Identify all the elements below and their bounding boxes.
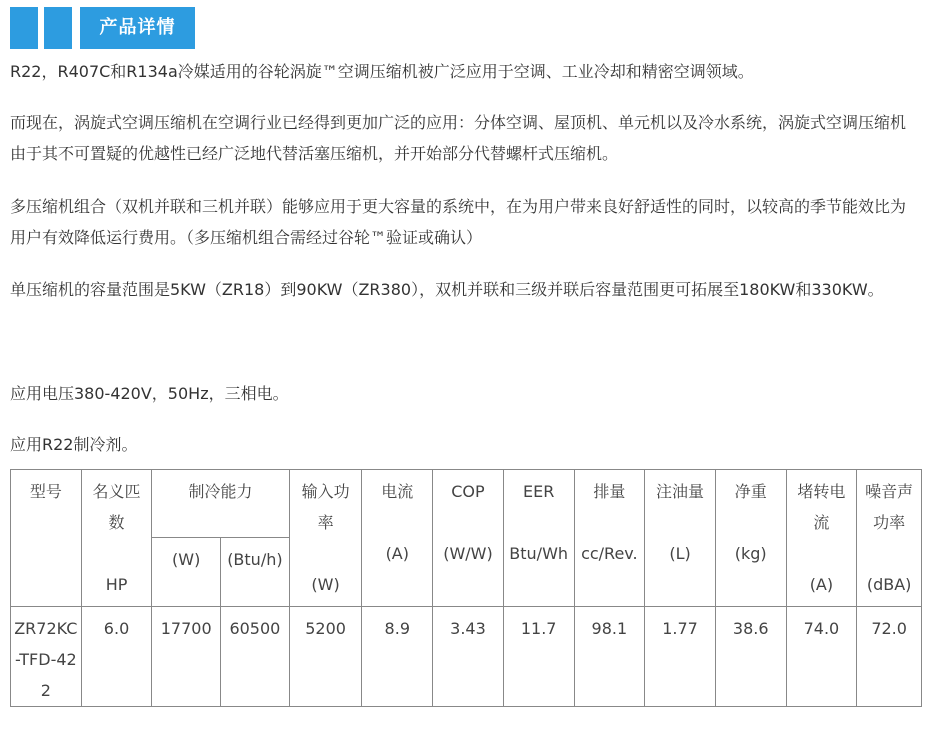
cell-current: 8.9: [362, 607, 433, 707]
header-cooling-w: (W): [152, 538, 221, 607]
header-current: 电流 (A): [362, 470, 433, 607]
header-displacement: 排量 cc/Rev.: [574, 470, 645, 607]
cell-eer: 11.7: [503, 607, 574, 707]
paragraph-capacity: 单压缩机的容量范围是5KW（ZR18）到90KW（ZR380），双机并联和三级并联后容量范围更可拓展至180KW和330KW。: [10, 280, 884, 299]
header-accent-block: [44, 7, 72, 49]
cell-cooling-w: 17700: [152, 607, 221, 707]
paragraph-voltage: 应用电压380-420V，50Hz，三相电。: [10, 384, 289, 403]
header-power: 输入功 率 (W): [289, 470, 362, 607]
paragraph-refrigerant: 应用R22制冷剂。: [10, 435, 138, 454]
cell-displacement: 98.1: [574, 607, 645, 707]
header-cop: COP (W/W): [433, 470, 504, 607]
header-eer: EER Btu/Wh: [503, 470, 574, 607]
cell-cop: 3.43: [433, 607, 504, 707]
table-row: [11, 607, 922, 707]
paragraph-applications: 而现在，涡旋式空调压缩机在空调行业已经得到更加广泛的应用：分体空调、屋顶机、单元机以及冷水系统，涡旋式空调压缩机由于其不可置疑的优越性已经广泛地代替活塞压缩机，并开始部分代替螺杆式压缩机。: [10, 113, 907, 163]
cell-lra: 74.0: [786, 607, 857, 707]
header-oil: 注油量 (L): [645, 470, 716, 607]
header-lra: 堵转电 流 (A): [786, 470, 857, 607]
cell-hp: 6.0: [81, 607, 152, 707]
section-title: 产品详情: [80, 7, 195, 49]
cell-cooling-btu: 60500: [221, 607, 290, 707]
header-weight: 净重 (kg): [715, 470, 786, 607]
table-header-row: [11, 470, 922, 538]
paragraph-refrigerants: R22，R407C和R134a冷媒适用的谷轮涡旋™空调压缩机被广泛应用于空调、工业冷却和精密空调领域。: [10, 62, 754, 81]
cell-model: ZR72KC -TFD-42 2: [11, 607, 82, 707]
header-noise: 噪音声 功率 (dBA): [857, 470, 922, 607]
cell-power: 5200: [289, 607, 362, 707]
paragraph-tandem: 多压缩机组合（双机并联和三机并联）能够应用于更大容量的系统中，在为用户带来良好舒适性的同时，以较高的季节能效比为用户有效降低运行费用。（多压缩机组合需经过谷轮™验证或确认）: [10, 197, 907, 247]
cell-weight: 38.6: [715, 607, 786, 707]
header-hp: 名义匹 数 HP: [81, 470, 152, 607]
cell-noise: 72.0: [857, 607, 922, 707]
header-model: 型号: [11, 470, 82, 607]
header-accent-block: [10, 7, 38, 49]
spec-table: [10, 469, 922, 707]
header-cooling-btu: (Btu/h): [221, 538, 290, 607]
cell-oil: 1.77: [645, 607, 716, 707]
header-cooling: 制冷能力: [152, 470, 289, 538]
